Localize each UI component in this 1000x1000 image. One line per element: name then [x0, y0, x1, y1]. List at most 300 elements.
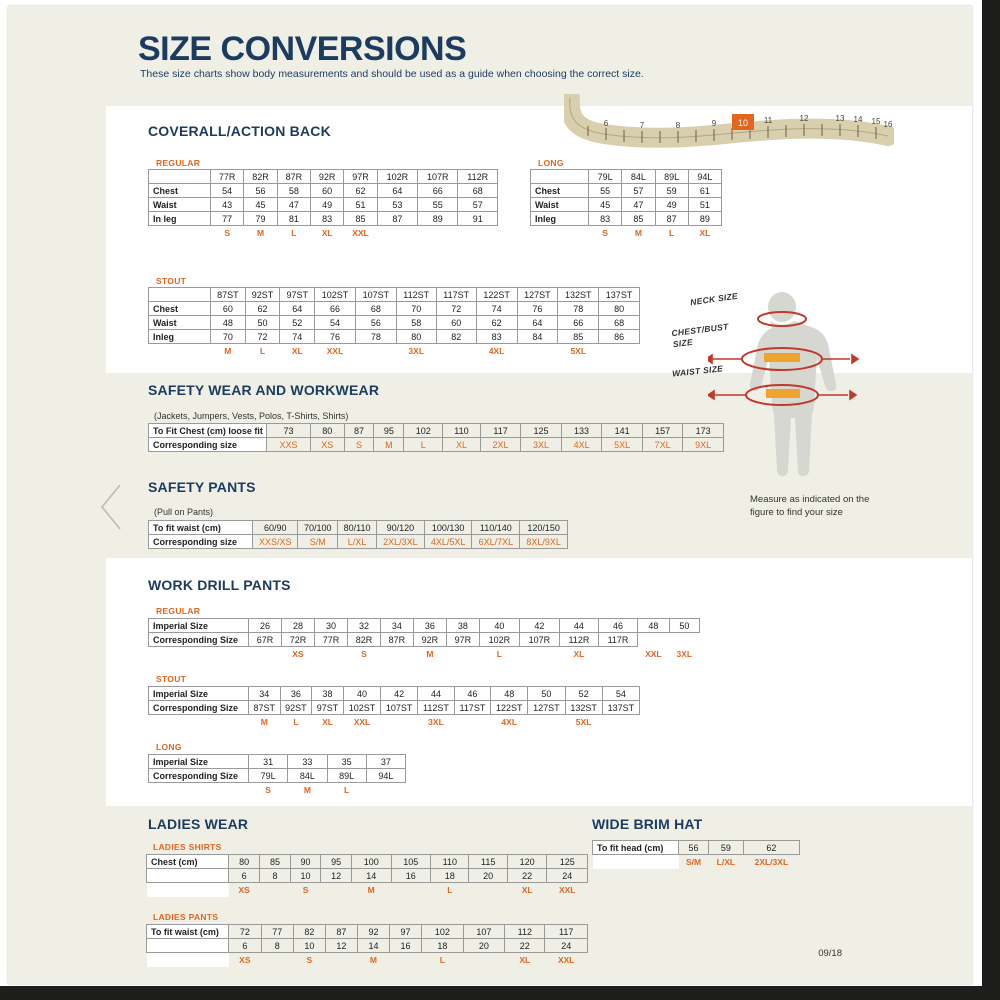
cell: XS	[311, 438, 344, 452]
cell-empty	[531, 170, 589, 184]
cell-empty	[380, 647, 413, 661]
cell: 68	[458, 184, 498, 198]
cell-empty	[147, 883, 229, 897]
cell: 9XL	[683, 438, 724, 452]
cell-empty	[599, 344, 640, 358]
cell: 72	[229, 925, 262, 939]
col-header: 84L	[622, 170, 655, 184]
cell: 76	[517, 302, 558, 316]
cell: 84L	[288, 769, 327, 783]
cell: 77	[261, 925, 293, 939]
svg-text:9: 9	[711, 119, 717, 128]
size-cell: XXL	[558, 885, 576, 896]
cell: 125	[521, 424, 562, 438]
table-row	[149, 330, 640, 344]
cell: 54	[211, 184, 244, 198]
size-cell: M	[260, 717, 268, 728]
cell: 117	[545, 925, 588, 939]
row-label: Corresponding size	[149, 535, 253, 549]
cell-empty	[377, 226, 417, 240]
cell: 62	[743, 841, 799, 855]
cell: 64	[517, 316, 558, 330]
row-label: Imperial Size	[149, 687, 249, 701]
cell: 89	[418, 212, 458, 226]
cell-empty	[149, 783, 249, 797]
cell: 50	[528, 687, 565, 701]
size-cell: S/M	[685, 857, 702, 868]
cell: 132ST	[565, 701, 602, 715]
size-cell: L	[669, 228, 675, 239]
col-header: 97R	[344, 170, 377, 184]
table-drill-stout	[148, 686, 640, 729]
size-cell: XL	[573, 649, 585, 660]
cell: 82	[293, 925, 325, 939]
cell: 70	[211, 330, 246, 344]
row-label: Waist	[149, 316, 211, 330]
cell-empty	[149, 170, 211, 184]
cell: 87	[344, 424, 374, 438]
table-drill-long	[148, 754, 406, 797]
col-header: 82R	[244, 170, 277, 184]
cell: 44	[559, 619, 598, 633]
col-header: 102ST	[315, 288, 356, 302]
cell: 20	[469, 869, 507, 883]
size-cell: XL	[699, 228, 711, 239]
col-header: 77R	[211, 170, 244, 184]
cell-empty	[314, 647, 347, 661]
svg-text:15: 15	[871, 117, 881, 126]
cell: 6XL/7XL	[472, 535, 520, 549]
cell: 157	[642, 424, 683, 438]
cell: 85	[260, 855, 291, 869]
table-row-sizes	[147, 953, 588, 967]
cell: 92ST	[280, 701, 312, 715]
col-header: 92ST	[245, 288, 280, 302]
cell: L	[404, 438, 443, 452]
cell: 66	[315, 302, 356, 316]
cell: 66	[558, 316, 599, 330]
cell-empty	[436, 344, 476, 358]
cell: 90/120	[377, 521, 425, 535]
cell: 12	[325, 939, 357, 953]
col-header: 127ST	[517, 288, 558, 302]
size-cell: XXL	[645, 649, 662, 659]
note-safety-pants: (Pull on Pants)	[154, 507, 214, 517]
size-cell: 3XL	[408, 346, 425, 357]
cell: 38	[312, 687, 344, 701]
cell: 64	[280, 302, 315, 316]
row-label: Chest	[531, 184, 589, 198]
size-cell: XL	[291, 346, 303, 357]
svg-text:16: 16	[883, 120, 893, 129]
cell: 40	[479, 619, 519, 633]
section-title-work-drill-pants: WORK DRILL PANTS	[148, 577, 291, 593]
row-label: Imperial Size	[149, 755, 249, 769]
cell: 87	[655, 212, 688, 226]
cell: 14	[351, 869, 391, 883]
col-header: 92R	[310, 170, 343, 184]
svg-text:8: 8	[675, 121, 681, 130]
size-cell: M	[224, 346, 232, 357]
figure-caption: Measure as indicated on the figure to find your size	[750, 494, 870, 518]
size-cell: XL	[521, 885, 533, 896]
cell: 85	[558, 330, 599, 344]
size-cell: XS	[292, 649, 304, 660]
size-cell: S	[302, 885, 309, 896]
cell: 102ST	[343, 701, 380, 715]
cell: 78	[355, 330, 396, 344]
row-label: Chest (cm)	[147, 855, 229, 869]
cell: 83	[589, 212, 622, 226]
cell: 85	[344, 212, 377, 226]
svg-text:10: 10	[737, 118, 749, 128]
row-label: To fit head (cm)	[593, 841, 679, 855]
cell: 22	[505, 939, 545, 953]
cell: 74	[476, 302, 517, 316]
cell: 62	[476, 316, 517, 330]
label-coverall-long: LONG	[538, 158, 564, 168]
table-row-sizes	[149, 647, 700, 661]
cell: 66	[418, 184, 458, 198]
cell: 81	[277, 212, 310, 226]
cell: 12	[321, 869, 352, 883]
cell: 62	[344, 184, 377, 198]
row-label: Imperial Size	[149, 619, 249, 633]
row-label: To fit waist (cm)	[149, 521, 253, 535]
cell: 30	[314, 619, 347, 633]
table-row	[149, 521, 568, 535]
col-header: 117ST	[436, 288, 476, 302]
cell-empty	[528, 715, 565, 729]
cell: 79	[244, 212, 277, 226]
cell: 91	[458, 212, 498, 226]
page-edge-right	[982, 0, 1000, 1000]
label-coverall-regular: REGULAR	[156, 158, 201, 168]
table-ladies-pants	[146, 924, 588, 967]
table-coverall-long	[530, 169, 722, 240]
cell: 51	[344, 198, 377, 212]
size-cell: M	[256, 228, 265, 239]
cell: 28	[281, 619, 314, 633]
cell: 78	[558, 302, 599, 316]
cell: 18	[422, 939, 464, 953]
cell: 77	[211, 212, 244, 226]
svg-text:13: 13	[835, 114, 845, 123]
cell: 45	[244, 198, 277, 212]
cell-empty	[446, 647, 479, 661]
table-row	[149, 701, 640, 715]
table-row	[149, 769, 406, 783]
size-cell: L	[259, 346, 266, 357]
cell: 31	[249, 755, 288, 769]
cell-empty	[638, 633, 670, 647]
cell: 7XL	[642, 438, 683, 452]
table-row	[149, 438, 724, 452]
table-safety-pants	[148, 520, 568, 549]
cell: 24	[545, 939, 588, 953]
cell: 61	[688, 184, 721, 198]
cell: 45	[589, 198, 622, 212]
cell: 8	[260, 869, 291, 883]
cell: 100/130	[424, 521, 472, 535]
size-cell: 3XL	[676, 649, 693, 659]
cell: 35	[327, 755, 366, 769]
size-cell: L	[496, 649, 502, 660]
col-header: 89L	[655, 170, 688, 184]
cell-empty	[517, 344, 558, 358]
cell: 51	[688, 198, 721, 212]
size-cell: XXL	[353, 717, 371, 728]
cell: 26	[249, 619, 282, 633]
cell: 100	[351, 855, 391, 869]
table-row	[149, 184, 498, 198]
cell: 48	[491, 687, 528, 701]
table-row	[531, 184, 722, 198]
table-row-header	[149, 170, 498, 184]
cell: 8XL/9XL	[520, 535, 568, 549]
size-cell: S	[306, 955, 313, 966]
cell: 16	[391, 869, 431, 883]
cell: 79L	[249, 769, 288, 783]
label-drill-stout: STOUT	[156, 674, 187, 684]
cell: 70	[396, 302, 436, 316]
section-title-safety-wear: SAFETY WEAR AND WORKWEAR	[148, 382, 380, 398]
cell: 49	[310, 198, 343, 212]
size-cell: S	[602, 228, 608, 239]
size-cell: L	[447, 885, 453, 896]
cell: 20	[463, 939, 505, 953]
col-header: 87ST	[211, 288, 246, 302]
cell: 94L	[366, 769, 405, 783]
svg-text:12: 12	[799, 114, 809, 123]
cell-empty	[260, 883, 291, 897]
cell-empty	[418, 226, 458, 240]
cell: 72R	[281, 633, 314, 647]
cell: 47	[277, 198, 310, 212]
cell-empty	[149, 226, 211, 240]
cell: 83	[310, 212, 343, 226]
cell: 18	[431, 869, 469, 883]
row-label: Corresponding Size	[149, 769, 249, 783]
cell: 80	[599, 302, 640, 316]
cell-empty	[149, 647, 249, 661]
cell: 64	[377, 184, 417, 198]
page-content	[8, 6, 972, 984]
cell: 54	[602, 687, 639, 701]
cell-empty	[669, 633, 699, 647]
cell: 50	[669, 619, 699, 633]
cell: 68	[599, 316, 640, 330]
svg-text:14: 14	[853, 115, 863, 124]
cell-empty	[381, 715, 418, 729]
label-drill-regular: REGULAR	[156, 606, 201, 616]
cell: 10	[290, 869, 321, 883]
size-cell: M	[426, 649, 434, 660]
cell-empty	[149, 344, 211, 358]
cell: 55	[589, 184, 622, 198]
cell: 80	[229, 855, 260, 869]
note-safety-wear: (Jackets, Jumpers, Vests, Polos, T-Shirts, Shirts)	[154, 411, 349, 421]
size-cell: M	[369, 955, 378, 966]
cell: 58	[396, 316, 436, 330]
figure-label-neck: NECK SIZE	[689, 290, 739, 308]
cell: 120/150	[520, 521, 568, 535]
size-cell: L	[293, 717, 299, 728]
page-subtitle: These size charts show body measurements and should be used as a guide when choosing the correct size.	[140, 68, 644, 80]
cell-empty	[325, 953, 357, 967]
col-header: 94L	[688, 170, 721, 184]
table-row	[593, 841, 800, 855]
size-cell: L	[439, 955, 445, 966]
table-row-header	[531, 170, 722, 184]
row-label: Inleg	[149, 330, 211, 344]
cell: 102R	[479, 633, 519, 647]
size-cell: L/XL	[716, 857, 736, 868]
size-cell: 4XL	[488, 346, 505, 357]
row-label: Waist	[531, 198, 589, 212]
table-row-sizes	[593, 855, 800, 869]
col-header: 97ST	[280, 288, 315, 302]
cell: 137ST	[602, 701, 639, 715]
cell: 58	[277, 184, 310, 198]
table-row	[531, 212, 722, 226]
table-row-sizes	[149, 715, 640, 729]
size-cell: M	[367, 885, 375, 896]
figure-label-waist: WAIST SIZE	[671, 363, 724, 379]
cell: 55	[418, 198, 458, 212]
cell: 67R	[249, 633, 282, 647]
cell: 117ST	[454, 701, 490, 715]
cell-empty	[602, 715, 639, 729]
cell: 127ST	[528, 701, 565, 715]
label-ladies-shirts: LADIES SHIRTS	[153, 842, 222, 852]
section-title-coverall: COVERALL/ACTION BACK	[148, 123, 331, 139]
cell: 40	[343, 687, 380, 701]
row-label: Inleg	[531, 212, 589, 226]
cell: 87ST	[249, 701, 281, 715]
svg-text:11: 11	[763, 116, 773, 125]
cell: XL	[443, 438, 481, 452]
cell: 54	[315, 316, 356, 330]
cell: 38	[446, 619, 479, 633]
cell: 86	[599, 330, 640, 344]
section-title-ladies-wear: LADIES WEAR	[148, 816, 249, 832]
cell-empty	[321, 883, 352, 897]
cell: 36	[280, 687, 312, 701]
cell: 74	[280, 330, 315, 344]
size-chart-sheet	[8, 6, 972, 984]
cell: 53	[377, 198, 417, 212]
cell: 6	[229, 939, 262, 953]
cell: 59	[655, 184, 688, 198]
table-safety-wear	[148, 423, 724, 452]
table-row	[531, 198, 722, 212]
page-turn-arrow-icon	[100, 484, 122, 530]
page-edge-bottom	[0, 986, 1000, 1000]
cell-empty	[249, 647, 282, 661]
col-header: 132ST	[558, 288, 599, 302]
cell: 77R	[314, 633, 347, 647]
table-row	[149, 424, 724, 438]
cell: 89L	[327, 769, 366, 783]
cell: 37	[366, 755, 405, 769]
cell: 56	[244, 184, 277, 198]
cell: 97ST	[312, 701, 344, 715]
cell: 83	[476, 330, 517, 344]
cell-empty	[531, 226, 589, 240]
table-row	[147, 855, 588, 869]
cell: 110	[443, 424, 481, 438]
cell: 80	[396, 330, 436, 344]
cell: 82R	[347, 633, 380, 647]
row-label: Chest	[149, 302, 211, 316]
cell: 72	[245, 330, 280, 344]
size-cell: XXL	[557, 955, 575, 966]
cell: S/M	[298, 535, 338, 549]
table-row-sizes	[147, 883, 588, 897]
cell: 57	[622, 184, 655, 198]
cell: 112	[505, 925, 545, 939]
table-row	[147, 939, 588, 953]
col-header: 122ST	[476, 288, 517, 302]
cell: 125	[547, 855, 588, 869]
size-cell: XS	[239, 955, 251, 966]
cell: 56	[679, 841, 709, 855]
cell: 57	[458, 198, 498, 212]
size-cell: S	[224, 228, 230, 239]
table-drill-regular	[148, 618, 700, 661]
col-header: 102R	[377, 170, 417, 184]
cell: 60/90	[253, 521, 298, 535]
cell: 46	[598, 619, 637, 633]
cell: 80	[311, 424, 344, 438]
size-cell: XL	[322, 717, 333, 728]
row-label: Corresponding Size	[149, 633, 249, 647]
cell: 32	[347, 619, 380, 633]
cell-empty	[519, 647, 559, 661]
size-cell: XS	[238, 885, 250, 896]
table-row	[147, 869, 588, 883]
size-cell: XL	[519, 955, 531, 966]
col-header: 79L	[589, 170, 622, 184]
cell: 107ST	[381, 701, 418, 715]
cell: 4XL/5XL	[424, 535, 472, 549]
row-label: To fit waist (cm)	[147, 925, 229, 939]
cell: 52	[565, 687, 602, 701]
cell: M	[374, 438, 404, 452]
size-cell: M	[634, 228, 642, 239]
cell: 97R	[446, 633, 479, 647]
cell-empty	[593, 855, 679, 869]
table-row-sizes	[531, 226, 722, 240]
cell-empty	[147, 953, 229, 967]
cell: 2XL/3XL	[377, 535, 425, 549]
table-row	[149, 198, 498, 212]
cell: 8	[261, 939, 293, 953]
cell: 112ST	[418, 701, 454, 715]
cell: 92R	[413, 633, 446, 647]
row-label: Corresponding size	[149, 438, 267, 452]
cell: 110	[431, 855, 469, 869]
label-drill-long: LONG	[156, 742, 182, 752]
cell: 117R	[598, 633, 637, 647]
cell: XXS	[267, 438, 311, 452]
size-cell: L	[344, 785, 350, 796]
table-row-header	[149, 288, 640, 302]
col-header: 112ST	[396, 288, 436, 302]
cell: 112R	[559, 633, 598, 647]
cell-empty	[149, 715, 249, 729]
